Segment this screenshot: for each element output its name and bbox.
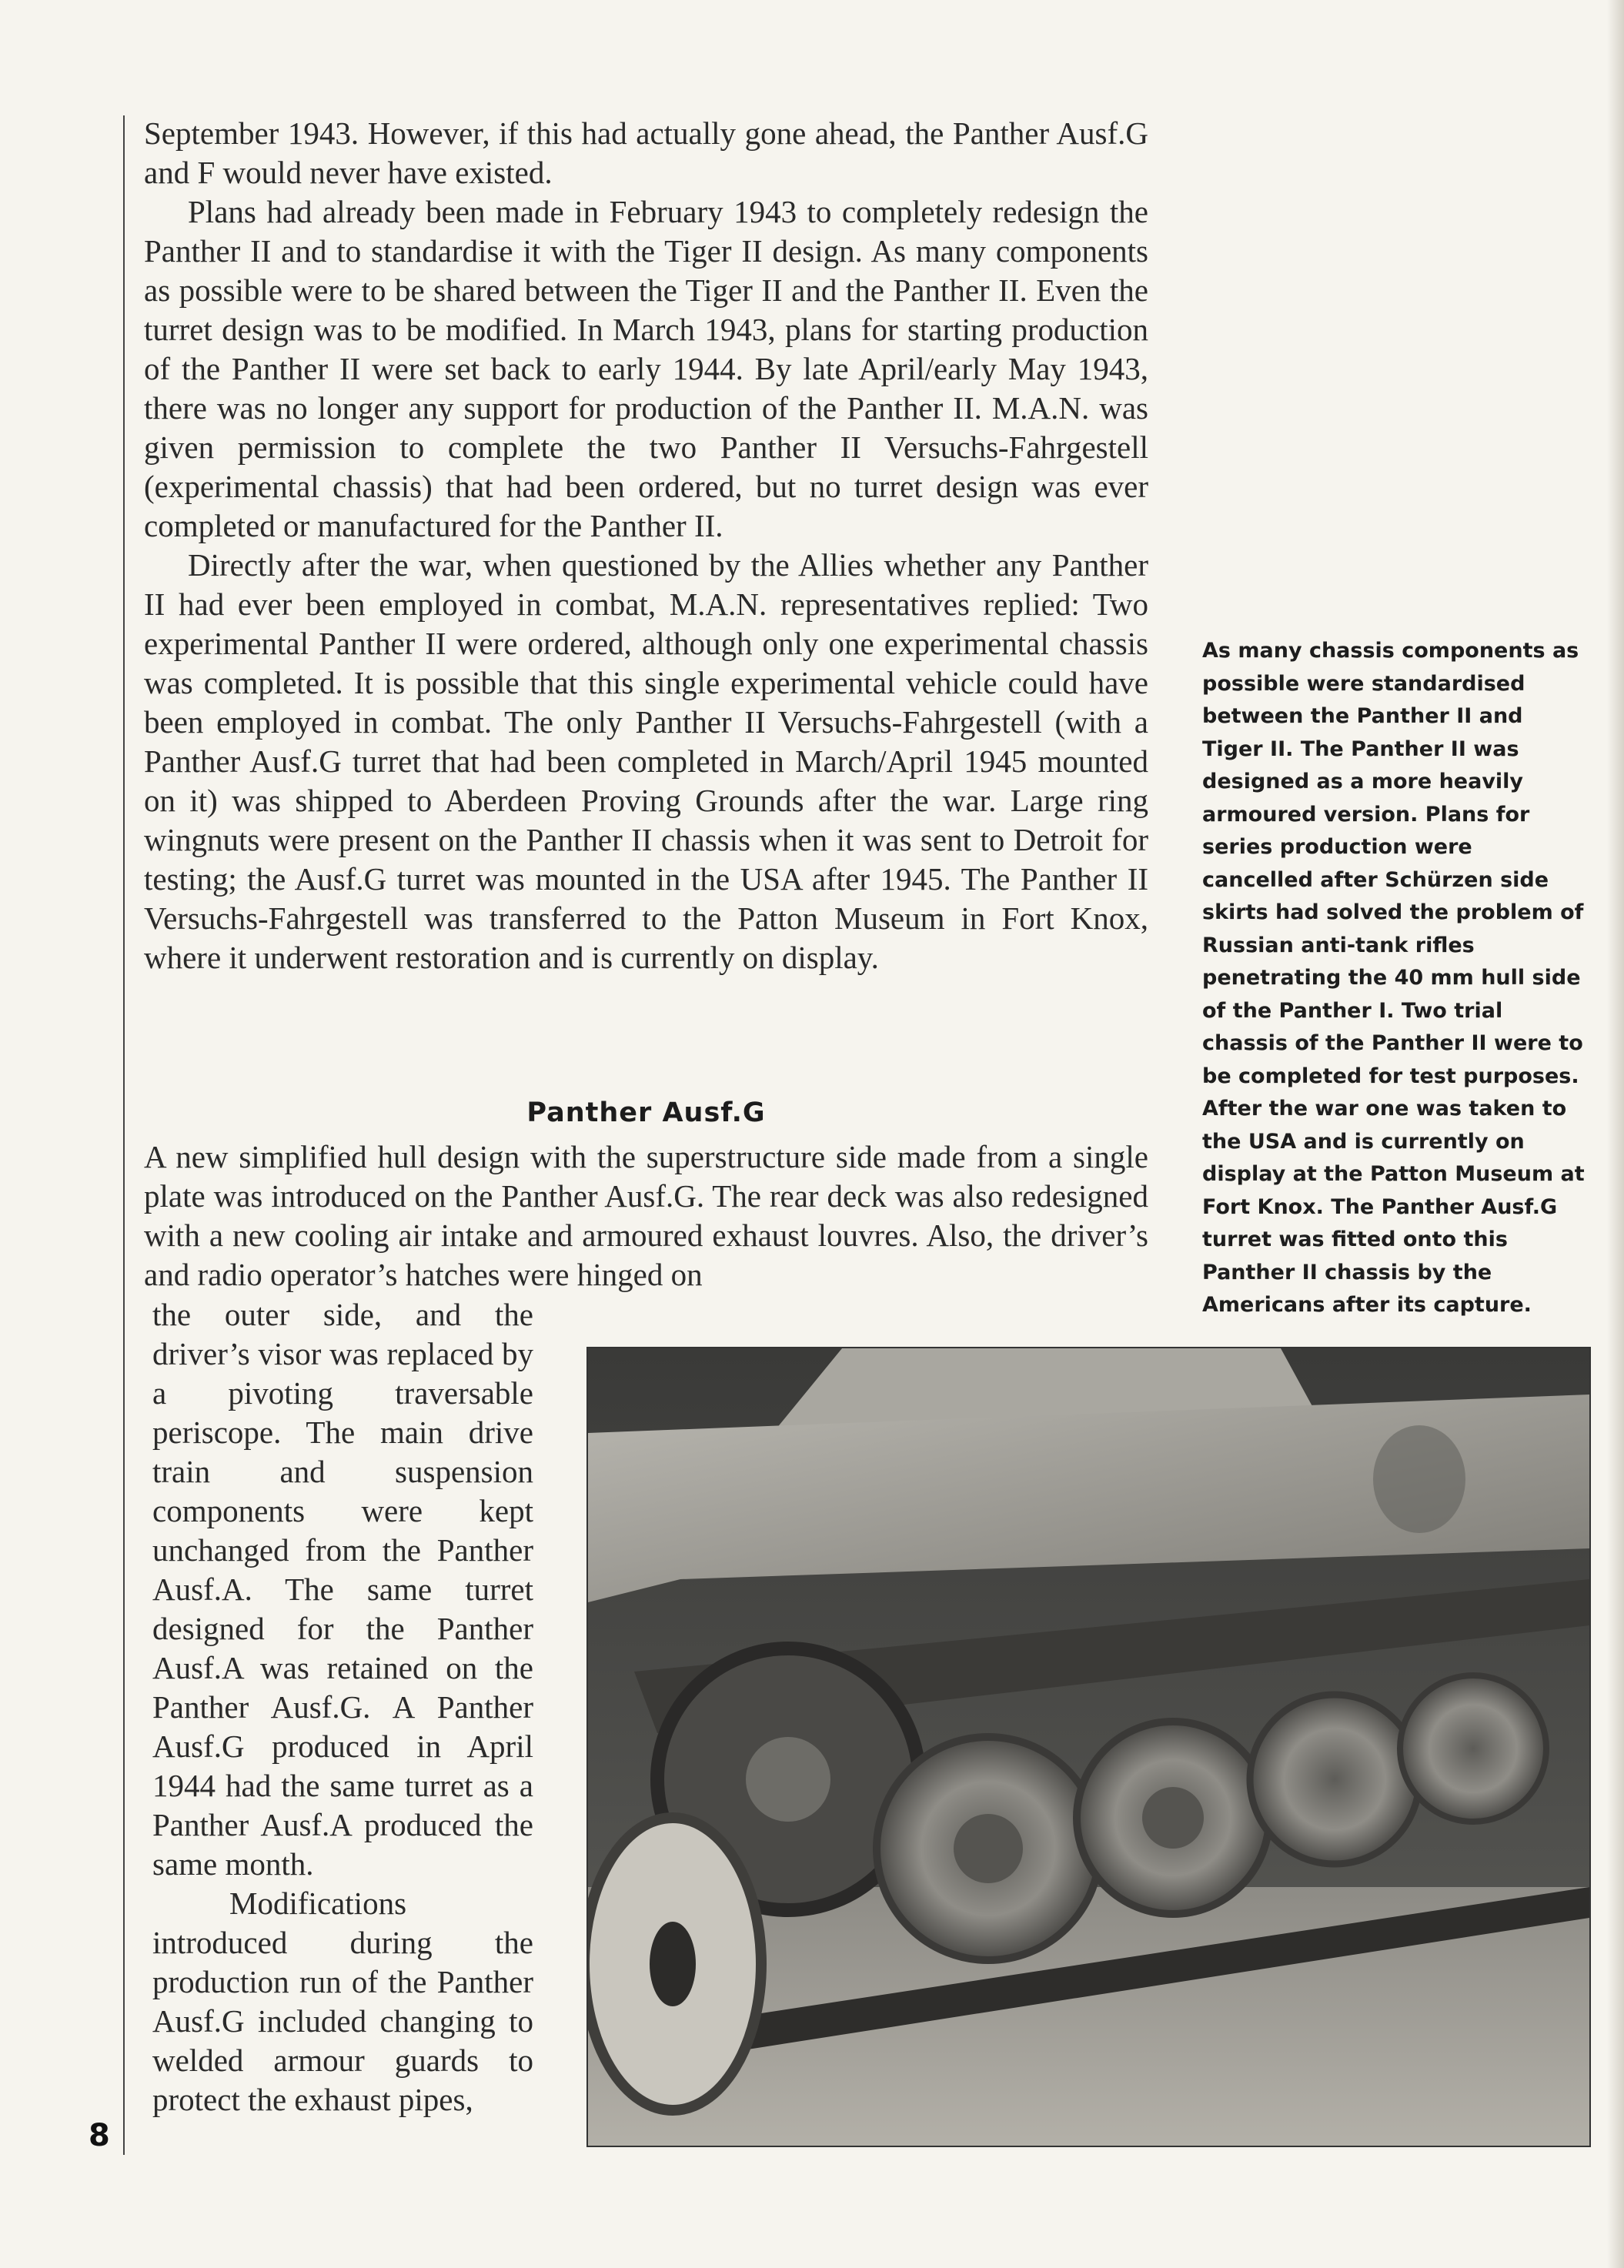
page-edge-shadow <box>1607 0 1624 2268</box>
sprocket-hub <box>746 1737 830 1822</box>
tank-chassis-photo <box>586 1347 1591 2147</box>
hull-shadow <box>1373 1425 1465 1533</box>
photo-caption: As many chassis components as possible were standardised between the Panther II and Tiger II. The Panther II was designed as a more heavily armoured version. Plans for series production were cancelled after Schürzen side skirts had solved the problem of Russian anti-tank rifles penetrating the 40 mm hull side of the Panther I. Two trial chassis of the Panther II were to be completed for test purposes. After the war one was taken to the USA and is currently on display at the Patton Museum at Fort Knox. The Panther Ausf.G turret was fitted onto this Panther II chassis by the Americans after its capture. <box>1202 639 1585 1317</box>
spare-wheel-hub <box>650 1922 696 2006</box>
narrow-text-column <box>152 1295 533 2119</box>
paragraph-3: Directly after the war, when questioned by the Allies whether any Panther II had ever been employed in combat, M.A.N. representatives replied: Two experimental Panther II were ordered, although only one experimental chassis was completed. It is possible that this single experimental vehicle could have been employed in combat. The only Panther II Versuchs-Fahrgestell (with a Panther Ausf.G turret that had been completed in March/April 1945 mounted on it) was shipped to Aberdeen Proving Grounds after the war. Large ring wingnuts were present on the Panther II chassis when it was sent to Detroit for testing; the Ausf.G turret was mounted in the USA after 1945. The Panther II Versuchs-Fahrgestell was transferred to the Patton Museum in Fort Knox, where it underwent restoration and is currently on display. <box>144 547 1148 975</box>
tank-photo-illustration <box>588 1348 1589 2146</box>
narrow-paragraph-1: the outer side, and the driver’s visor was replaced by a pivoting traversable periscope. The main drive train and suspension components were kept unchanged from the Panther Ausf.A. The same turret designed for the Panther Ausf.A was retained on the Panther Ausf.G. A Panther Ausf.G produced in April 1944 had the same turret as a Panther Ausf.A produced the same month. <box>152 1297 533 1882</box>
road-wheel-2-hub <box>1142 1787 1204 1849</box>
section-intro-text <box>144 1137 1148 1294</box>
paragraph-1: September 1943. However, if this had actually gone ahead, the Panther Ausf.G and F would never have existed. <box>144 115 1148 190</box>
paragraph-2: Plans had already been made in February 1943 to completely redesign the Panther II and to standardise it with the Tiger II design. As many components as possible were to be shared between the Tiger II and the Panther II. Even the turret design was to be modified. In March 1943, plans for starting production of the Panther II were set back to early 1944. By late April/early May 1943, there was no longer any support for production of the Panther II. M.A.N. was given permission to complete the two Panther II Versuchs-Fahrgestell (experimental chassis) that had been ordered, but no turret design was ever completed or manufactured for the Panther II. <box>144 194 1148 543</box>
narrow-paragraph-2: Modifications introduced during the production run of the Panther Ausf.G included changing to welded armour guards to protect the exhaust pipes, <box>152 1886 533 2117</box>
page-number: 8 <box>89 2118 110 2153</box>
main-text-column <box>144 114 1148 977</box>
section-heading: Panther Ausf.G <box>526 1097 766 1128</box>
road-wheel-4 <box>1400 1675 1546 1822</box>
road-wheel-3 <box>1250 1695 1419 1864</box>
road-wheel-1-hub <box>954 1814 1023 1883</box>
section-intro-paragraph: A new simplified hull design with the superstructure side made from a single plate was introduced on the Panther Ausf.G. The rear deck was also redesigned with a new cooling air intake and armoured exhaust louvres. Also, the driver’s and radio operator’s hatches were hinged on <box>144 1139 1148 1292</box>
margin-rule <box>123 115 125 2155</box>
